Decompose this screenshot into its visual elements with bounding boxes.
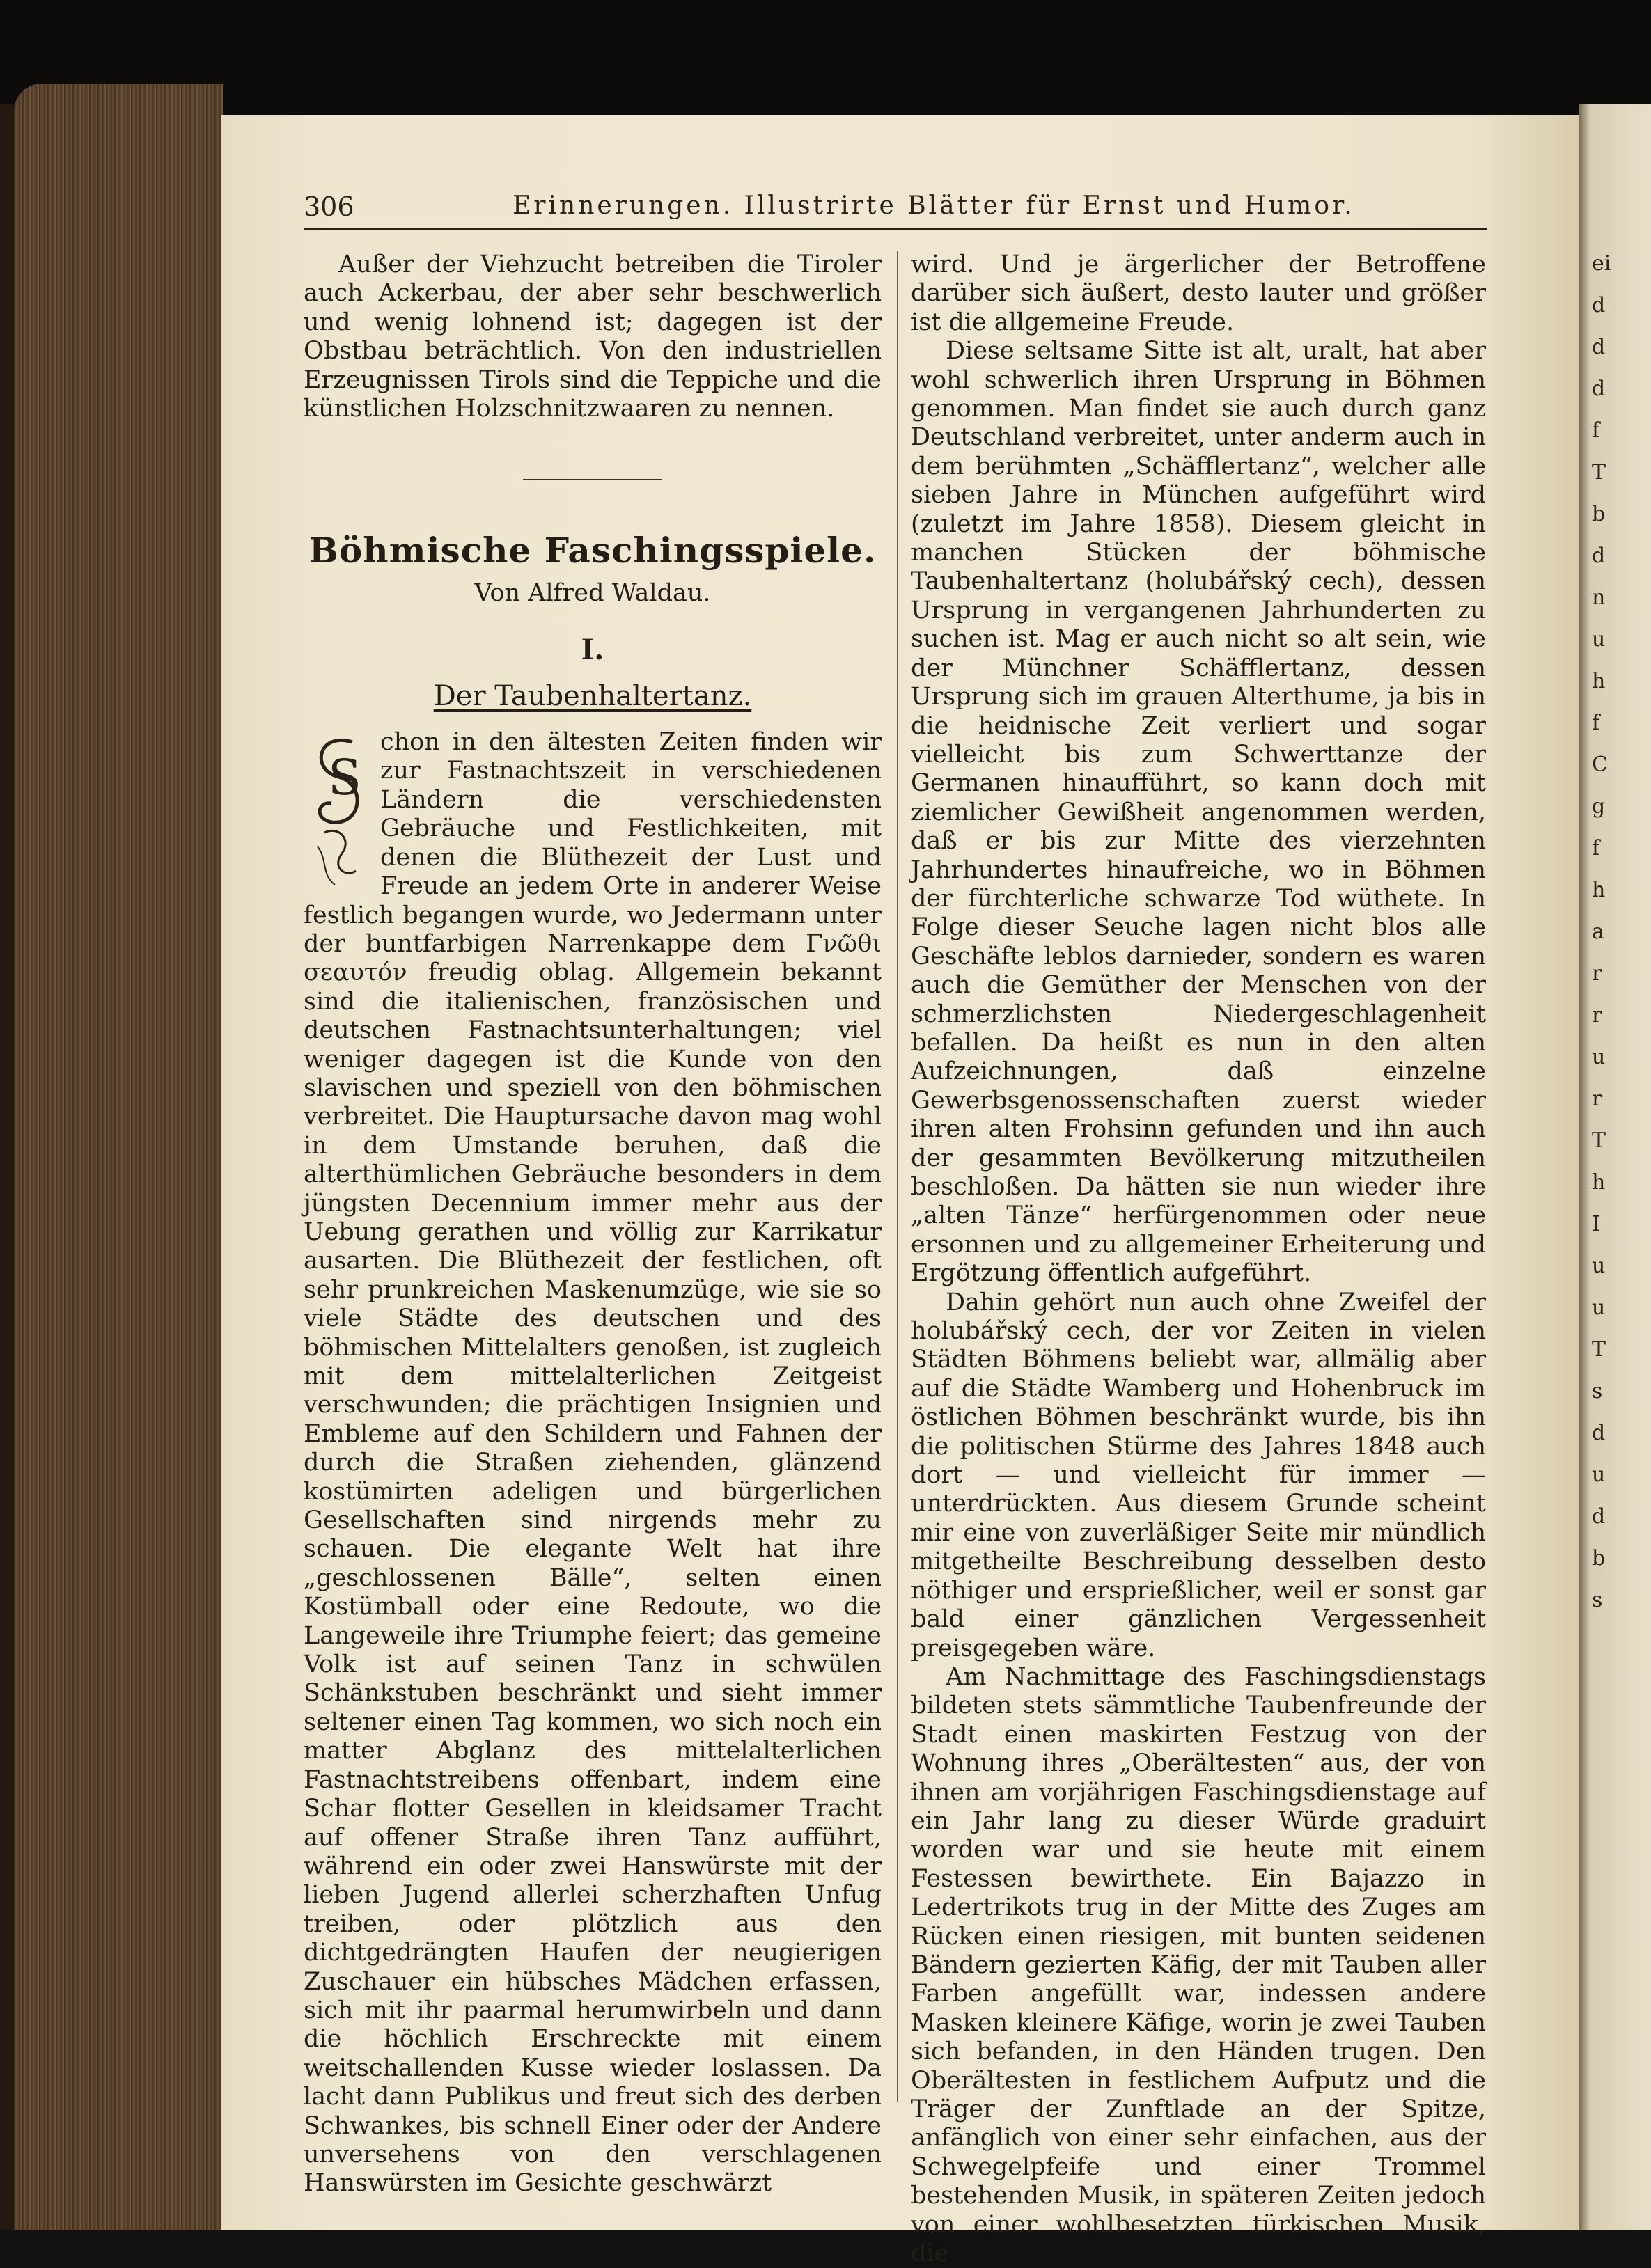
right-paragraph-4: Am Nachmittage des Faschingsdienstags bildeten stets sämmtliche Taubenfreunde der Stadt einen maskirten Festzug von der Wohnung ihres „Oberältesten“ aus, der von ihnen am vorjährigen Faschingsdienstage auf ein Jahr lang zu dieser Würde graduirt worden war und sie heute mit einem Festessen bewirthete. Ein Bajazzo in Ledertrikots trug in der Mitte des Zuges am Rücken einen riesigen, mit bunten seidenen Bändern gezierten Käfig, der mit Tauben aller Farben angefüllt war, indessen andere Masken kleinere Käfige, worin je zwei Tauben sich befanden, in den Händen trugen. Den Oberältesten in festlichem Aufputz und die Träger der Zunftlade an der Spitze, anfänglich von einer sehr einfachen, aus der Schwegelpfeife und einer Trommel bestehenden Musik, in späteren Zeiten jedoch von einer wohlbesetzten türkischen Musik, die [911, 1662, 1486, 2268]
adjacent-page-fragment: b [1592, 1546, 1606, 1570]
adjacent-page-fragment: d [1592, 377, 1606, 401]
right-column [911, 251, 1486, 2268]
right-paragraph-2: Diese seltsame Sitte ist alt, uralt, hat aber wohl schwerlich ihren Ursprung in Böhmen genommen. Man findet sie auch durch ganz Deutschland verbreitet, unter anderm auch in dem berühmten „Schäfflertanz“, welcher alle sieben Jahre in München aufgeführt wird (zuletzt im Jahre 1858). Diesem gleicht in manchen Stücken der böhmische Taubenhaltertanz (holubářský cech), dessen Ursprung in vergangenen Jahrhunderten zu suchen ist. Mag er auch nicht so alt sein, wie der Münchner Schäfflertanz, dessen Ursprung sich im grauen Alterthume, ja bis in die heidnische Zeit verliert und sogar vielleicht bis zum Schwerttanze der Germanen hinaufführt, so kann doch mit ziemlicher Gewißheit angenommen werden, daß er bis zur Mitte des vierzehnten Jahrhundertes hinaufreiche, wo in Böhmen der fürchterliche schwarze Tod wüthete. In Folge dieser Seuche lagen nicht blos alle Geschäfte leblos darnieder, sondern es waren auch die Gemüther der Menschen von der schmerzlichsten Niedergeschlagenheit befallen. Da heißt es nun in den alten Aufzeichnungen, daß einzelne Gewerbsgenossenschaften zuerst wieder ihren alten Frohsinn gefunden und ihn auch der gesammten Bevölkerung mitzutheilen beschloßen. Da hätten sie nun wieder ihre „alten Tänze“ herfürgenommen oder neue ersonnen und zu allgemeiner Erheiterung und Ergötzung öffentlich aufgeführt. [911, 337, 1486, 1288]
adjacent-page-fragment: r [1592, 1087, 1602, 1111]
adjacent-page-fragment: d [1592, 544, 1606, 568]
left-column [304, 251, 882, 2198]
adjacent-page-fragment: h [1592, 1170, 1606, 1195]
adjacent-page-fragment: u [1592, 1045, 1606, 1069]
running-head-title: Erinnerungen. Illustrirte Blätter für Ernst und Humor. [512, 191, 1355, 220]
adjacent-page-fragment: b [1592, 502, 1606, 526]
adjacent-page-fragment: r [1592, 1003, 1602, 1027]
adjacent-page-fragment: f [1592, 418, 1600, 443]
column-divider [897, 251, 898, 2102]
adjacent-page-fragment: n [1592, 585, 1606, 610]
adjacent-page-fragment: T [1592, 1337, 1606, 1362]
adjacent-page-fragment: u [1592, 1254, 1606, 1278]
article-byline: Von Alfred Waldau. [474, 578, 711, 607]
adjacent-page-fragment: C [1592, 753, 1608, 777]
adjacent-page-fragment: d [1592, 1421, 1606, 1445]
section-rule [523, 479, 662, 480]
adjacent-page-fragment: d [1592, 1504, 1606, 1529]
adjacent-page-fragment: u [1592, 627, 1606, 652]
adjacent-page-fragment: h [1592, 878, 1606, 902]
adjacent-page-fragment: r [1592, 961, 1602, 986]
adjacent-page-fragment: g [1592, 794, 1606, 819]
section-number: I. [581, 633, 604, 667]
adjacent-page-fragment: f [1592, 836, 1600, 860]
right-paragraph-1: wird. Und je ärgerlicher der Betroffene darüber sich äußert, desto lauter und größer ist die allgemeine Freude. [911, 251, 1486, 336]
adjacent-page-fragment: T [1592, 460, 1606, 485]
adjacent-page-fragment: h [1592, 669, 1606, 693]
opening-paragraph: chon in den ältesten Zeiten finden wir zur Fastnachtszeit in verschiedenen Ländern die verschiedensten Gebräuche und Festlichkeiten, mit denen die Blüthezeit der Lust und Freude an jedem Orte in anderer Weise festlich begangen wurde, wo Jedermann unter der buntfarbigen Narrenkappe dem Γνῶθι σεαυτόν freudig oblag. Allgemein bekannt sind die italienischen, französischen und deutschen Fastnachtsunterhaltungen; viel weniger dagegen ist die Kunde von den slavischen und speziell von den böhmischen verbreitet. Die Hauptursache davon mag wohl in dem Umstande beruhen, daß die alterthümlichen Gebräuche besonders in dem jüngsten Decennium immer mehr aus der Uebung gerathen und völlig zur Karrikatur ausarten. Die Blüthezeit der festlichen, oft sehr prunkreichen Maskenumzüge, wie sie so viele Städte des deutschen und des böhmischen Mittelalters genoßen, ist zugleich mit dem mittelalterlichen Zeitgeist verschwunden; die prächtigen Insignien und Embleme auf den Schildern und Fahnen der durch die Straßen ziehenden, glänzend kostümirten adeligen und bürgerlichen Gesellschaften sind nirgends mehr zu schauen. Die elegante Welt hat ihre „geschlossenen Bälle“, selten einen Kostümball oder eine Redoute, wo die Langeweile ihre Triumphe feiert; das gemeine Volk ist auf seinen Tanz in schwülen Schänkstuben beschränkt und sieht immer seltener einen Tag kommen, wo sich noch ein matter Abglanz des mittelalterlichen Fastnachtstreibens offenbart, indem eine Schar flotter Gesellen in kleidsamer Tracht auf offener Straße ihren Tanz aufführt, während ein oder zwei Hanswürste mit der lieben Jugend allerlei scherzhaften Unfug treiben, oder plötzlich aus den dichtgedrängten Haufen der neugierigen Zuschauer ein hübsches Mädchen erfassen, sich mit ihr paarmal herumwirbeln und dann die höchlich Erschreckte mit einem weitschallenden Kusse wieder loslassen. Da lacht dann Publikus und freut sich des derben Schwankes, bis schnell Einer oder der Andere unversehens von den verschlagenen Hanswürsten im Gesichte geschwärzt [304, 728, 882, 2198]
adjacent-page-fragment: I [1592, 1212, 1600, 1236]
page-edges [14, 84, 223, 2230]
adjacent-page-fragment: T [1592, 1128, 1606, 1153]
section-title: Der Taubenhaltertanz. [433, 679, 752, 712]
intro-paragraph: Außer der Viehzucht betreiben die Tiroler auch Ackerbau, der aber sehr beschwerlich und wenig lohnend ist; dagegen ist der Obstbau beträchtlich. Von den industriellen Erzeugnissen Tirols sind die Teppiche und die künstlichen Holzschnitzwaaren zu nennen. [304, 251, 882, 423]
page-306 [221, 115, 1579, 2268]
ornamental-drop-cap [304, 728, 373, 895]
adjacent-page-fragment: d [1592, 293, 1606, 317]
adjacent-page-fragment: s [1592, 1588, 1603, 1612]
adjacent-page-fragment: ei [1592, 251, 1611, 276]
page-number: 306 [304, 191, 354, 222]
running-head [304, 186, 1487, 230]
adjacent-page-fragment: u [1592, 1463, 1606, 1487]
adjacent-page-fragment: f [1592, 711, 1600, 735]
right-paragraph-3: Dahin gehört nun auch ohne Zweifel der holubářský cech, der vor Zeiten in vielen Städten Böhmens beliebt war, allmälig aber auf die Städte Wamberg und Hohenbruck im östlichen Böhmen beschränkt wurde, bis ihn die politischen Stürme des Jahres 1848 auch dort — und vielleicht für immer — unterdrückten. Aus diesem Grunde scheint mir eine von zuverläßiger Seite mir mündlich mitgetheilte Beschreibung desselben desto nöthiger und ersprießlicher, weil er sonst gar bald einer gänzlichen Vergessenheit preisgegeben wäre. [911, 1288, 1486, 1662]
adjacent-page-fragment: u [1592, 1296, 1606, 1320]
adjacent-page-edge [1579, 104, 1651, 2230]
adjacent-page-fragment: a [1592, 920, 1604, 944]
adjacent-page-fragment: d [1592, 335, 1606, 359]
svg-text:S: S [328, 749, 361, 807]
adjacent-page-fragment: s [1592, 1379, 1603, 1403]
article-title: Böhmische Faschingsspiele. [308, 530, 877, 572]
